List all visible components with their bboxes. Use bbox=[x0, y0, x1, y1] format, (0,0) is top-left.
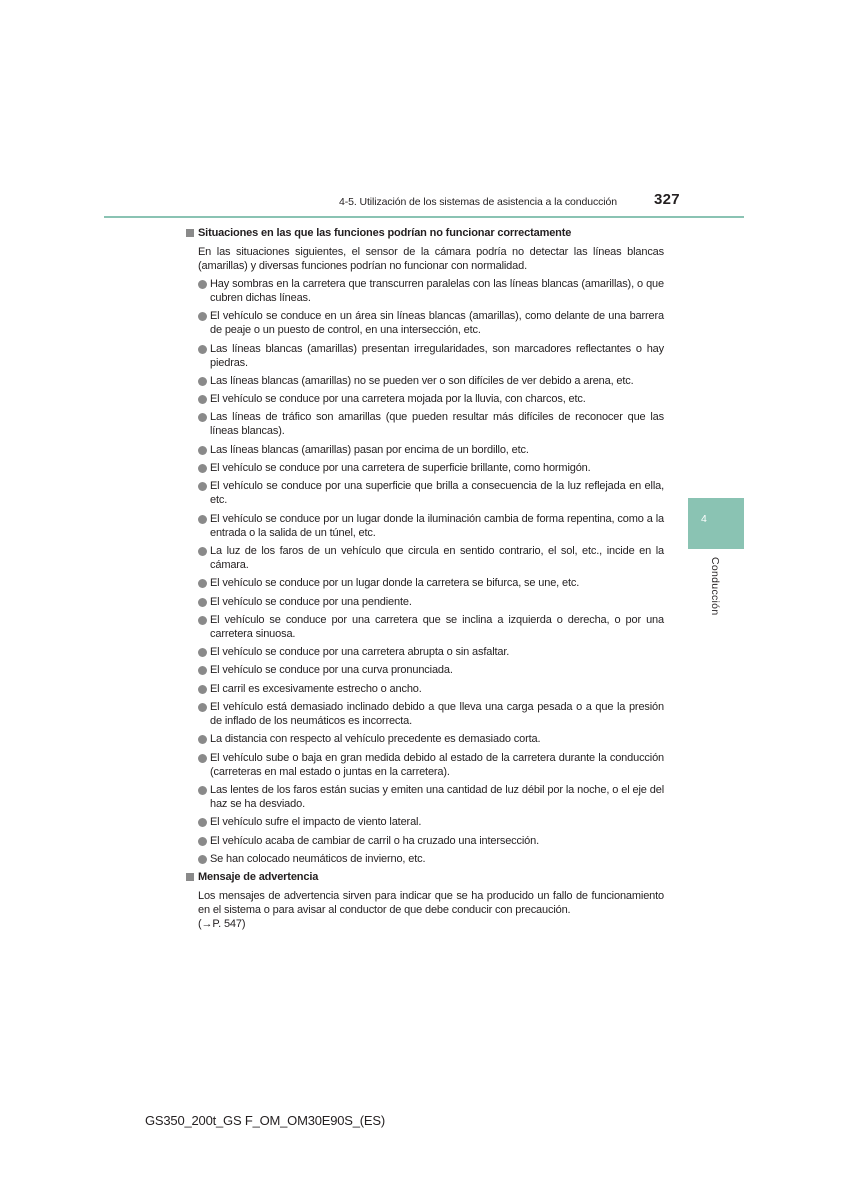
round-bullet-icon bbox=[198, 703, 207, 712]
list-item bbox=[198, 461, 664, 475]
round-bullet-icon bbox=[198, 837, 207, 846]
list-item bbox=[198, 443, 664, 457]
round-bullet-icon bbox=[198, 482, 207, 491]
chapter-tab bbox=[688, 498, 744, 549]
round-bullet-icon bbox=[198, 648, 207, 657]
square-bullet-icon bbox=[186, 873, 194, 881]
header-divider bbox=[104, 216, 744, 218]
section-heading-situations bbox=[186, 226, 664, 240]
chapter-number: 4 bbox=[701, 513, 707, 525]
round-bullet-icon bbox=[198, 685, 207, 694]
square-bullet-icon bbox=[186, 229, 194, 237]
list-item-text: El vehículo se conduce por una carretera abrupta o sin asfaltar. bbox=[210, 646, 510, 659]
list-item bbox=[198, 783, 664, 811]
list-item bbox=[198, 751, 664, 779]
round-bullet-icon bbox=[198, 312, 207, 321]
round-bullet-icon bbox=[198, 754, 207, 763]
list-item bbox=[198, 852, 664, 866]
list-item-text: El vehículo está demasiado inclinado debido a que lleva una carga pesada o a que la presión de inflado de los neumáticos es incorrecta. bbox=[210, 701, 664, 728]
list-item bbox=[198, 374, 664, 388]
round-bullet-icon bbox=[198, 666, 207, 675]
list-item-text: Las líneas blancas (amarillas) presentan irregularidades, son marcadores reflectantes o hay piedras. bbox=[210, 342, 664, 369]
list-item-text: El vehículo sufre el impacto de viento lateral. bbox=[210, 816, 422, 829]
round-bullet-icon bbox=[198, 280, 207, 289]
round-bullet-icon bbox=[198, 547, 207, 556]
round-bullet-icon bbox=[198, 786, 207, 795]
round-bullet-icon bbox=[198, 855, 207, 864]
list-item bbox=[198, 309, 664, 337]
list-item bbox=[198, 595, 664, 609]
section-heading-warning bbox=[186, 870, 664, 884]
main-content bbox=[186, 226, 664, 931]
list-item-text: El vehículo sube o baja en gran medida debido al estado de la carretera durante la conducción (carreteras en mal estado o juntas en la carretera). bbox=[210, 751, 664, 778]
list-item bbox=[198, 342, 664, 370]
warning-paragraph: Los mensajes de advertencia sirven para indicar que se ha producido un fallo de funcionamiento en el sistema o para avisar al conductor de que debe conducir con precaución. bbox=[198, 890, 664, 917]
list-item bbox=[198, 682, 664, 696]
section-title: 4-5. Utilización de los sistemas de asistencia a la conducción bbox=[338, 196, 617, 208]
manual-code: GS350_200t_GS F_OM_OM30E90S_(ES) bbox=[145, 1113, 386, 1128]
list-item bbox=[198, 732, 664, 746]
intro-paragraph: En las situaciones siguientes, el sensor de la cámara podría no detectar las líneas blancas (amarillas) y diversas funciones podrían no funcionar con normalidad. bbox=[198, 246, 664, 272]
list-item bbox=[198, 645, 664, 659]
list-item bbox=[198, 392, 664, 406]
round-bullet-icon bbox=[198, 818, 207, 827]
round-bullet-icon bbox=[198, 464, 207, 473]
list-item-text: El vehículo se conduce por una pendiente. bbox=[210, 595, 412, 608]
list-item bbox=[198, 544, 664, 572]
list-item-text: El vehículo se conduce por un lugar donde la iluminación cambia de forma repentina, como a la entrada o la salida de un túnel, etc. bbox=[210, 512, 664, 539]
list-item-text: Las líneas de tráfico son amarillas (que pueden resultar más difíciles de reconocer que las líneas blancas). bbox=[210, 411, 664, 438]
list-item bbox=[198, 576, 664, 590]
page-reference: (→P. 547) bbox=[198, 918, 246, 931]
list-item bbox=[198, 277, 664, 305]
round-bullet-icon bbox=[198, 413, 207, 422]
list-item-text: El vehículo se conduce por una carretera de superficie brillante, como hormigón. bbox=[210, 462, 591, 475]
list-item-text: Las líneas blancas (amarillas) no se pueden ver o son difíciles de ver debido a arena, etc. bbox=[210, 374, 634, 387]
list-item-text: El vehículo se conduce por una carretera mojada por la lluvia, con charcos, etc. bbox=[210, 393, 586, 406]
list-item-text: El vehículo se conduce por una curva pronunciada. bbox=[210, 664, 453, 677]
list-item bbox=[198, 613, 664, 641]
round-bullet-icon bbox=[198, 345, 207, 354]
list-item-text: El vehículo acaba de cambiar de carril o ha cruzado una intersección. bbox=[210, 834, 540, 847]
list-item-text: Las líneas blancas (amarillas) pasan por encima de un bordillo, etc. bbox=[210, 443, 529, 456]
list-item bbox=[198, 479, 664, 507]
list-item-text: El vehículo se conduce por un lugar donde la carretera se bifurca, se une, etc. bbox=[210, 577, 580, 590]
list-item bbox=[198, 834, 664, 848]
round-bullet-icon bbox=[198, 395, 207, 404]
list-item bbox=[198, 815, 664, 829]
situations-list bbox=[198, 277, 664, 866]
list-item-text: La luz de los faros de un vehículo que circula en sentido contrario, el sol, etc., incide en la cámara. bbox=[210, 544, 664, 571]
round-bullet-icon bbox=[198, 616, 207, 625]
chapter-label: Conducción bbox=[709, 557, 721, 616]
round-bullet-icon bbox=[198, 377, 207, 386]
list-item-text: Hay sombras en la carretera que transcurren paralelas con las líneas blancas (amarillas), o que cubren dichas líneas. bbox=[210, 278, 664, 304]
round-bullet-icon bbox=[198, 598, 207, 607]
page-number: 327 bbox=[654, 191, 680, 208]
list-item-text: Las lentes de los faros están sucias y emiten una cantidad de luz débil por la noche, o el eje del haz se ha desviado. bbox=[210, 783, 664, 810]
list-item-text: El vehículo se conduce por una carretera que se inclina a izquierda o derecha, o por una carretera sinuosa. bbox=[210, 613, 664, 640]
round-bullet-icon bbox=[198, 579, 207, 588]
list-item-text: El carril es excesivamente estrecho o ancho. bbox=[210, 682, 422, 695]
section-heading-text: Mensaje de advertencia bbox=[198, 871, 319, 884]
list-item-text: El vehículo se conduce en un área sin líneas blancas (amarillas), como delante de una barrera de peaje o un puesto de control, en una intersección, etc. bbox=[210, 310, 664, 337]
round-bullet-icon bbox=[198, 735, 207, 744]
section-heading-text: Situaciones en las que las funciones podrían no funcionar correctamente bbox=[198, 227, 572, 239]
list-item bbox=[198, 700, 664, 728]
round-bullet-icon bbox=[198, 446, 207, 455]
list-item bbox=[198, 512, 664, 540]
list-item bbox=[198, 410, 664, 438]
list-item-text: La distancia con respecto al vehículo precedente es demasiado corta. bbox=[210, 733, 541, 746]
list-item bbox=[198, 663, 664, 677]
list-item-text: El vehículo se conduce por una superficie que brilla a consecuencia de la luz reflejada en ella, etc. bbox=[210, 480, 664, 507]
round-bullet-icon bbox=[198, 515, 207, 524]
list-item-text: Se han colocado neumáticos de invierno, etc. bbox=[210, 852, 426, 865]
